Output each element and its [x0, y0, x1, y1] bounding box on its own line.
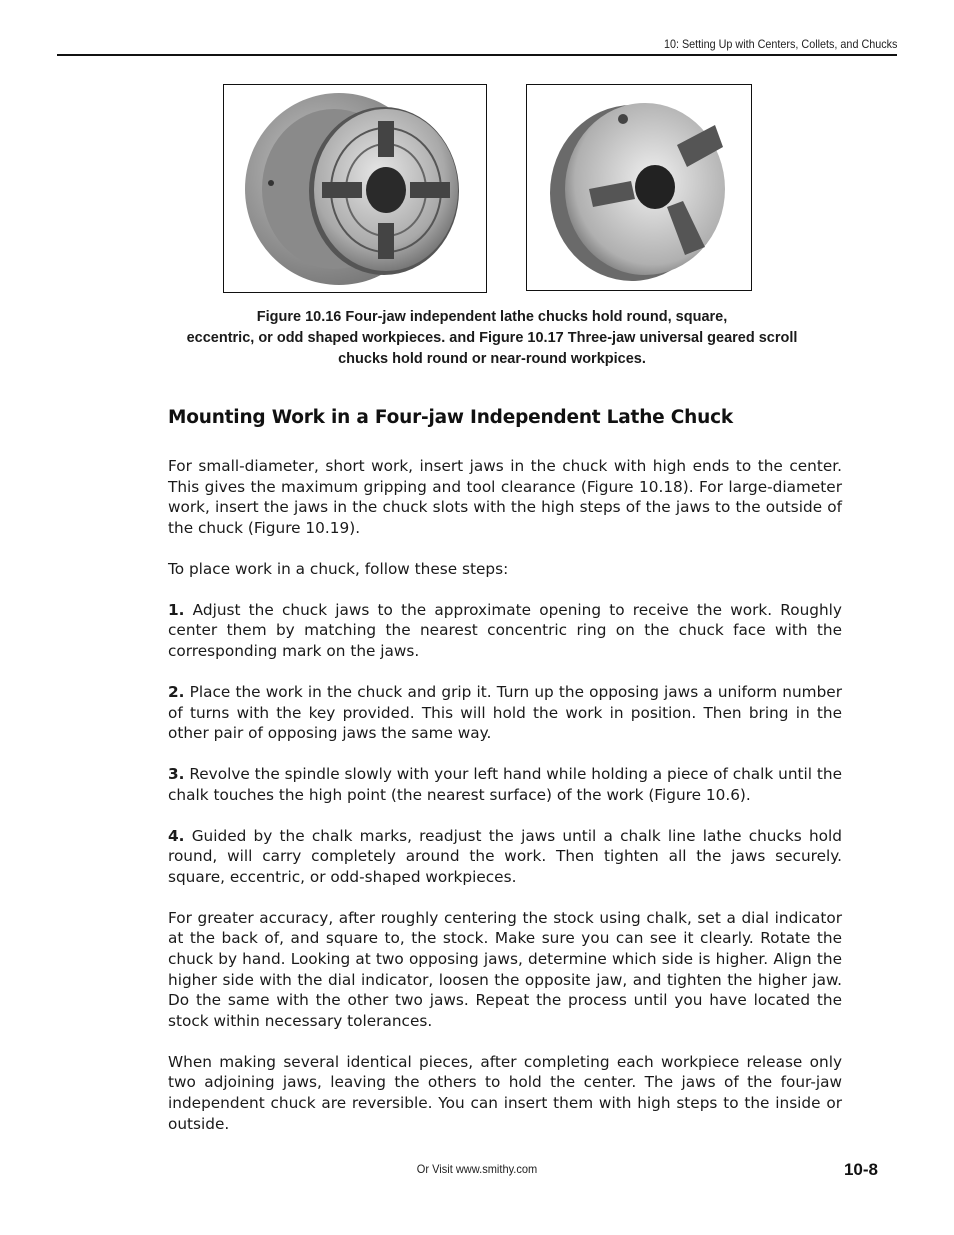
body-text	[168, 456, 842, 1134]
step-1	[168, 600, 842, 662]
three-jaw-chuck-photo	[526, 84, 752, 291]
caption-line: Figure 10.16 Four-jaw independent lathe chucks hold round, square,	[256, 309, 728, 325]
step-text: Guided by the chalk marks, readjust the jaws until a chalk line lathe chucks hold round, will carry completely around the work. Then tighten all the jaws securely. square, eccentric, or odd-shaped workpieces.	[168, 826, 842, 886]
step-number: 2.	[168, 682, 185, 701]
figure-caption	[160, 307, 824, 370]
footer-website-link[interactable]: Or Visit www.smithy.com	[416, 1162, 538, 1176]
header-rule	[57, 54, 897, 56]
step-4	[168, 826, 842, 888]
step-2	[168, 682, 842, 744]
step-number: 3.	[168, 765, 185, 784]
identical-pieces-paragraph: When making several identical pieces, after completing each workpiece release only two adjoining jaws, leaving the others to hold the center. The jaws of the four-jaw independent chuck are reversible. You can insert them with high steps to the inside or outside.	[168, 1052, 842, 1133]
four-jaw-chuck-photo	[223, 84, 487, 293]
step-text: Adjust the chuck jaws to the approximate opening to receive the work. Roughly center them by matching the nearest concentric ring on the chuck face with the corresponding mark on the jaws.	[168, 600, 842, 660]
step-text: Place the work in the chuck and grip it. Turn up the opposing jaws a uniform number of turns with the key provided. This will hold the work in position. Then bring in the other pair of opposing jaws the same way.	[168, 682, 842, 743]
steps-intro: To place work in a chuck, follow these steps:	[168, 559, 509, 578]
step-3	[168, 764, 842, 805]
accuracy-paragraph: For greater accuracy, after roughly centering the stock using chalk, set a dial indicator at the back of, and square to, the stock. Make sure you can see it clearly. Rotate the chuck by hand. Looking at two opposing jaws, determine which side is higher. Align the higher side with the dial indicator, loosen the opposite jaw, and tighten the higher jaw. Do the same with the other two jaws. Repeat the process until you have located the stock within necessary tolerances.	[168, 908, 842, 1030]
step-text: Revolve the spindle slowly with your left hand while holding a piece of chalk until the chalk touches the high point (the nearest surface) of the work (Figure 10.6).	[168, 765, 843, 804]
step-number: 1.	[168, 600, 185, 619]
caption-line: eccentric, or odd shaped workpieces. and Figure 10.17 Three-jaw universal geared scroll	[186, 330, 798, 346]
step-number: 4.	[168, 826, 185, 845]
intro-paragraph: For small-diameter, short work, insert jaws in the chuck with high ends to the center. This gives the maximum gripping and tool clearance (Figure 10.18). For large-diameter work, insert the jaws in the chuck slots with the high steps of the jaws to the outside of the chuck (Figure 10.19).	[168, 457, 842, 537]
section-heading: Mounting Work in a Four-jaw Independent Lathe Chuck	[168, 407, 733, 428]
page-number: 10-8	[843, 1160, 878, 1179]
caption-line: chucks hold round or near-round workpices.	[338, 351, 646, 367]
running-header: 10: Setting Up with Centers, Collets, and Chucks	[663, 37, 897, 51]
